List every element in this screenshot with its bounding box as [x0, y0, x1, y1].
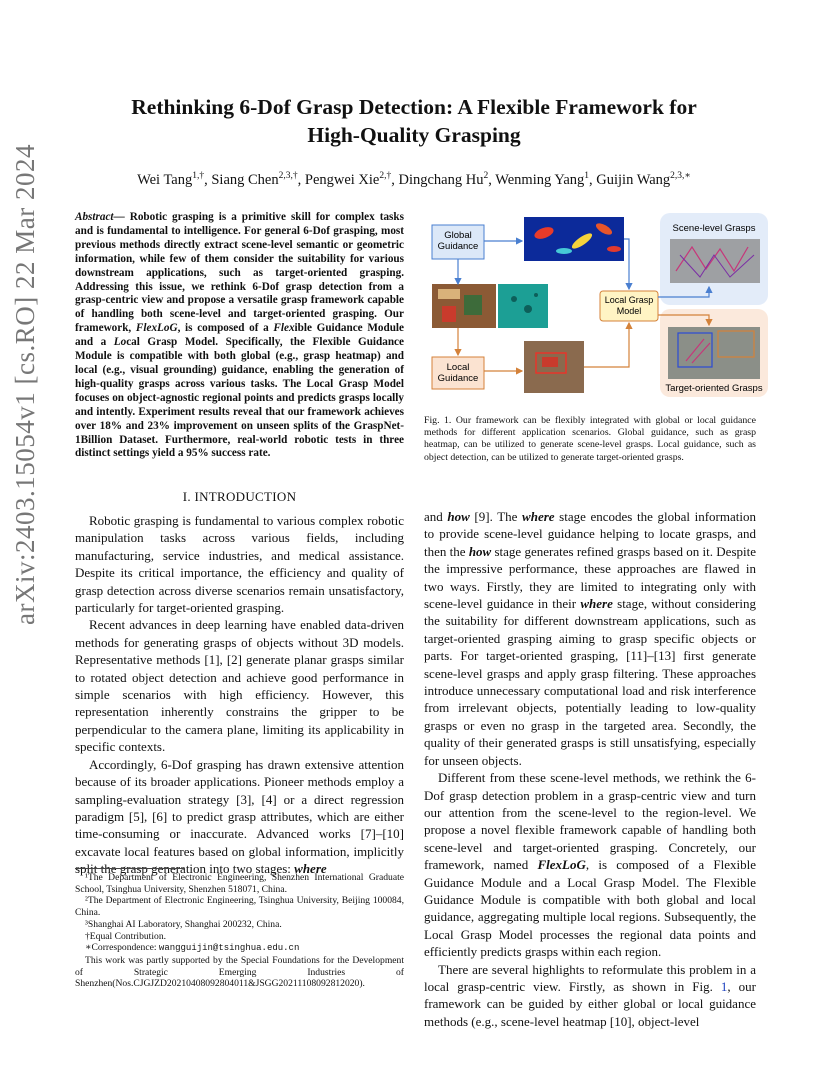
- title-line-1: Rethinking 6-Dof Grasp Detection: A Flexible Framework for: [131, 95, 697, 119]
- abstract-label: Abstract: [75, 211, 114, 223]
- footnote: ¹The Department of Electronic Engineering, Shenzhen International Graduate School, Tsinghua University, Shenzhen 518071, China.: [75, 872, 404, 895]
- author-affiliation: 2: [483, 171, 489, 181]
- heatmap-image: [524, 217, 624, 261]
- footnote-divider: [75, 868, 185, 869]
- footnote: [75, 942, 404, 955]
- abstract: [75, 211, 404, 461]
- paragraph: Recent advances in deep learning have enabled data-driven methods for generating grasps of objects without 3D models. Representative methods [1], [2] generate planar grasps similar to rotated object detection and achieve good performance in simple scenarios with high efficiency. However, this representation inherently constrains the gripper to be perpendicular to the camera plane, limiting its applicability in specific contexts.: [75, 617, 404, 755]
- footnote: †Equal Contribution.: [85, 930, 167, 942]
- figure-1: [424, 211, 768, 403]
- figure-reference-link[interactable]: 1: [720, 978, 728, 994]
- author-name: Guijin Wang: [596, 171, 671, 188]
- footnote: ²The Department of Electronic Engineering, Tsinghua University, Beijing 100084, China.: [75, 895, 404, 919]
- author-name: Pengwei Xie: [304, 171, 380, 188]
- author-name: Dingchang Hu: [398, 171, 484, 188]
- title-line-2: High-Quality Grasping: [307, 123, 521, 147]
- footnotes: [75, 868, 404, 990]
- target-oriented-grasps-image: [668, 327, 760, 379]
- paragraph: There are several highlights to reformulate this problem in a local grasp-centric view. Firstly, as shown in Fig. 1, our framework can be guided by either global or local guidance methods (e.g., scene-level heatmap [10], object-level: [424, 961, 756, 1029]
- author-name: Siang Chen: [211, 171, 279, 188]
- left-column: [75, 512, 404, 878]
- point-map-image: [498, 284, 548, 328]
- author-affiliation: 2,3,∗: [670, 171, 691, 181]
- correspondence-email[interactable]: wangguijin@tsinghua.edu.cn: [158, 943, 300, 954]
- author-affiliation: 1,†: [192, 171, 205, 181]
- author-affiliation: 1: [584, 171, 590, 181]
- footnote: ³Shanghai AI Laboratory, Shanghai 200232, China.: [85, 918, 282, 930]
- right-column: [424, 508, 756, 1030]
- framework-diagram: [424, 211, 768, 403]
- correspondence-label: ∗Correspondence:: [85, 942, 159, 954]
- figure-caption: Fig. 1. Our framework can be flexibly integrated with global or local guidance methods for different application scenarios. Global guidance, such as grasp heatmap, can be utilized to generate scene-level grasps. Local guidance, such as object detection, can be utilized to generate target-oriented grasps.: [424, 415, 756, 463]
- paragraph: and how [9]. The where stage encodes the global information to provide scene-level guidance helping to locate grasps, and then the how stage generates refined grasps based on it. Despite the impressive performance, these approaches are flawed in two ways. Firstly, they are limited to integrating only with scene-level guidance in their where stage, without considering the suitability for different downstream applications, such as target-oriented grasping aiming to grasp specific objects or parts. For target-oriented grasping, [11]–[13] first generate scene-level grasps and apply grasp filtering. These approaches introduce unnecessary computational load and risk interference from irrelevant objects, potentially leading to low-quality grasps or even no grasp in the targeted area. Secondly, the quality of their generated grasps is still unsatisfying, especially for unseen objects.: [424, 509, 756, 768]
- author-affiliation: 2,3,†: [278, 171, 298, 181]
- abstract-text: — Robotic grasping is a primitive skill for complex tasks and is fundamental to intelligence. For general 6-Dof grasping, most previous methods directly extract scene-level semantic or geometric information, while few of them consider the suitability for various downstream applications, such as target-oriented grasping. Addressing this issue, we rethink 6-Dof grasp detection from a grasp-centric view and propose a versatile grasp framework capable of handling both scene-level and target-oriented grasping. Our framework, FlexLoG, is composed of a Flexible Guidance Module and a Local Grasp Model. Specifically, the Flexible Guidance Module is compatible with both global (e.g., grasp heatmap) and local (e.g., visual grounding) guidance, enabling the generation of high-quality grasps across various tasks. The Local Grasp Model focuses on object-agnostic regional points and predicts grasps locally and intently. Experiment results reveal that our framework achieves over 18% and 23% improvement on unseen splits of the GraspNet-1Billion Dataset. Furthermore, real-world robotic tests in three distinct settings yield a 95% success rate.: [75, 211, 404, 460]
- author-name: Wenming Yang: [495, 171, 585, 188]
- author-name: Wei Tang: [137, 171, 193, 188]
- footnote: This work was partly supported by the Special Foundations for the Development of Strategic Emerging Industries of Shenzhen(Nos.CJGJZD20210408092804011&JSGG20211108092812020).: [75, 954, 404, 990]
- local-guidance-label: Local Guidance: [437, 362, 479, 384]
- author-affiliation: 2,†: [379, 171, 392, 181]
- global-guidance-label: Global Guidance: [437, 230, 479, 252]
- scene-level-grasps-image: [670, 239, 760, 283]
- paragraph: Different from these scene-level methods, we rethink the 6-Dof grasp detection problem in a grasp-centric view and turn our attention from the scene-level to the region-level. We propose a novel flexible framework capable of handling both scene-level and target-oriented grasping. Concretely, our framework, named FlexLoG, is composed of a Flexible Guidance Module and a Local Grasp Model. The Flexible Guidance Module is compatible with both global and local guidance, aggregating multiple local regions. Subsequently, the Local Grasp Model processes the regional data points and efficiently predicts grasps within each region.: [424, 770, 756, 960]
- author-list: Wei Tang$^{1,\dagger}$, Siang Chen$^{2,3,\dagger}$, Pengwei Xie$^{2,\dagger}$, Dingchang Hu$^2$, Wenming Yang$^1$, Guijin Wang$^{2,3,∗}$: [137, 171, 691, 188]
- paragraph: Accordingly, 6-Dof grasping has drawn extensive attention because of its broader applications. Pioneer methods employ a sampling-evaluation strategy [3], [4] or a direct regression paradigm [5], [6] to predict grasp attributes, which are either time-consuming or inaccurate. Advanced works [7]–[10] excavate local features based on global information, implicitly split the grasp generation into two stages: where: [75, 756, 404, 877]
- paper-title: [100, 93, 728, 149]
- paragraph: Robotic grasping is fundamental to various complex robotic manipulation tasks across various fields, including manufacturing, service industries, and medical assistance. Despite its critical importance, the efficiency and quality of grasp detection across diverse scenarios remain unsatisfactory, particularly for target-oriented grasping.: [75, 513, 404, 616]
- local-grasp-model-label: Local Grasp Model: [604, 295, 654, 316]
- arxiv-identifier[interactable]: arXiv:2403.15054v1 [cs.RO] 22 Mar 2024: [10, 144, 40, 625]
- section-heading: I. INTRODUCTION: [182, 489, 297, 504]
- scene-level-grasps-label: Scene-level Grasps: [672, 223, 756, 234]
- target-oriented-grasps-label: Target-oriented Grasps: [665, 383, 763, 394]
